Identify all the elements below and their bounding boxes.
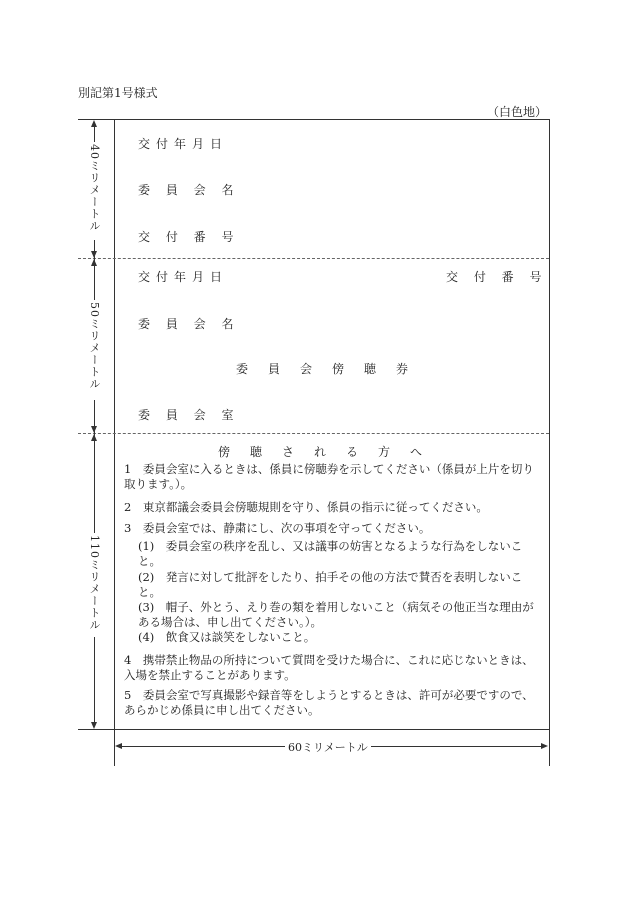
perforation-line-2: [78, 433, 549, 434]
top-border: [78, 119, 549, 120]
arrow-up-icon: [91, 259, 97, 266]
width-extension-right: [549, 729, 550, 766]
form-number: 別記第1号様式: [78, 86, 158, 100]
left-border: [114, 119, 115, 729]
sub-rule-item: (1) 委員会室の秩序を乱し、又は議事の妨害となるような行為をしないこと。: [138, 539, 523, 568]
rule-item: 2 東京都議会委員会傍聴規則を守り、係員の指示に従ってください。: [124, 500, 488, 514]
ticket-issue-number-label: 交 付 番 号: [446, 270, 548, 284]
arrow-up-icon: [91, 120, 97, 127]
stub-issue-number-label: 交 付 番 号: [138, 230, 240, 244]
ticket-committee-room-label: 委 員 会 室: [138, 408, 240, 422]
rule-item: 1 委員会室に入るときは、係員に傍聴券を示してください（係員が上片を切り取ります。）。: [124, 462, 534, 491]
rule-item: 3 委員会室では、静粛にし、次の事項を守ってください。: [124, 521, 431, 535]
bottom-border: [78, 729, 549, 730]
rule-item: 4 携帯禁止物品の所持について質問を受けた場合に、これに応じないときは、入場を禁止することがあります。: [124, 653, 534, 682]
sub-rule-item: (4) 飲食又は談笑をしないこと。: [138, 630, 316, 644]
section3-height-label: 110ミリメートル: [87, 533, 101, 637]
ticket-committee-name-label: 委 員 会 名: [138, 317, 240, 331]
ticket-issue-date-label: 交付年月日: [138, 270, 229, 284]
arrow-down-icon: [91, 722, 97, 729]
sub-rule-item: (3) 帽子、外とう、えり巻の類を着用しないこと（病気その他正当な理由がある場合は、申し出てください。）。: [138, 600, 534, 629]
stub-issue-date-label: 交付年月日: [138, 137, 229, 151]
perforation-line-1: [78, 258, 549, 259]
notice-heading: 傍 聴 さ れ る 方 へ: [218, 445, 427, 459]
section2-height-label: 50ミリメートル: [87, 300, 101, 400]
section1-height-label: 40ミリメートル: [87, 142, 101, 240]
right-border: [549, 119, 550, 729]
paper-color-note: （白色地）: [487, 105, 548, 119]
arrow-left-icon: [115, 743, 122, 749]
arrow-up-icon: [91, 434, 97, 441]
arrow-down-icon: [91, 251, 97, 258]
arrow-right-icon: [541, 743, 548, 749]
ticket-title: 委 員 会 傍 聴 券: [236, 362, 413, 376]
sub-rule-item: (2) 発言に対して批評をしたり、拍手その他の方法で賛否を表明しないこと。: [138, 570, 523, 599]
width-label: 60ミリメートル: [285, 739, 371, 755]
stub-committee-name-label: 委 員 会 名: [138, 183, 240, 197]
rule-item: 5 委員会室で写真撮影や録音等をしようとするときは、許可が必要ですので、あらかじめ係員に申し出てください。: [124, 688, 534, 717]
arrow-down-icon: [91, 426, 97, 433]
